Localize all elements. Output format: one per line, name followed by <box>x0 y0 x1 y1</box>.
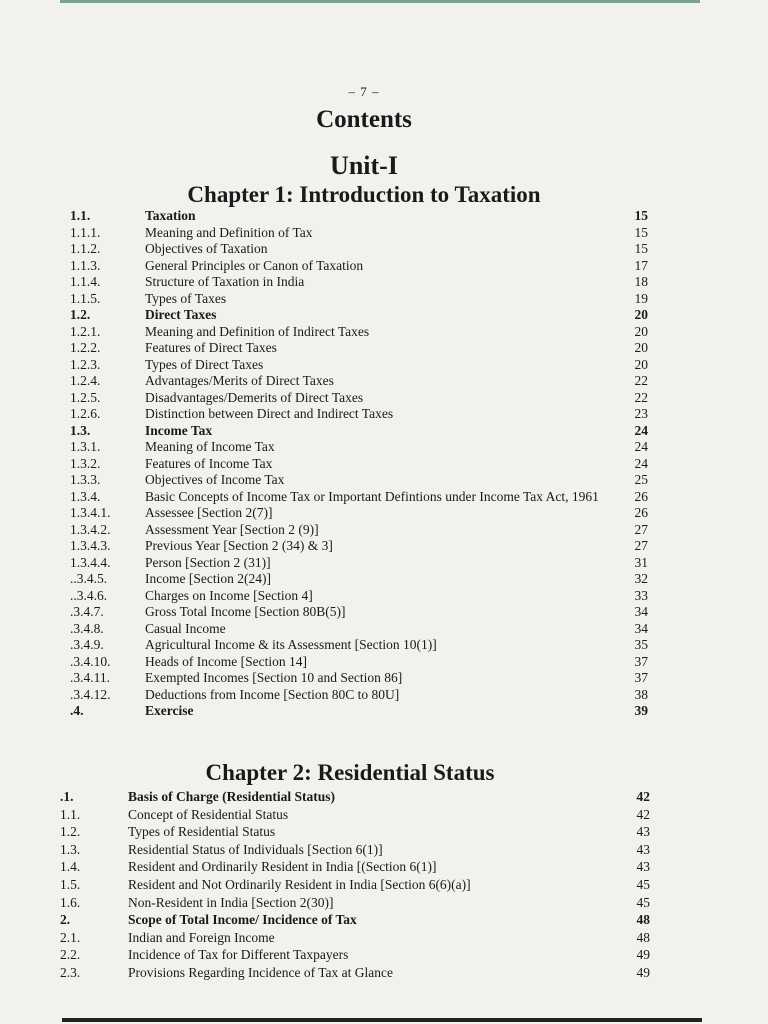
toc-entry <box>70 505 648 522</box>
toc-entry-number: 1.4. <box>60 859 81 875</box>
toc-entry-page: 34 <box>634 620 648 636</box>
toc-entry-number: .3.4.10. <box>70 653 111 669</box>
toc-entry <box>60 788 650 806</box>
toc-entry-number: 1.1. <box>70 208 91 223</box>
toc-entry-page: 25 <box>634 472 648 487</box>
toc-entry <box>60 823 650 841</box>
toc-entry-number: 1.2. <box>70 307 91 322</box>
toc-entry <box>60 946 650 964</box>
toc-entry-page: 43 <box>636 841 650 857</box>
toc-entry-number: 1.3.4.3. <box>70 538 111 553</box>
toc-entry <box>70 373 648 390</box>
toc-entry-title: Objectives of Taxation <box>145 241 268 256</box>
toc-entry-page: 17 <box>634 257 648 273</box>
toc-entry-page: 35 <box>634 637 648 652</box>
toc-entry-number: ..3.4.6. <box>70 587 108 603</box>
contents-title: Contents <box>316 106 412 133</box>
page-number: – 7 – <box>348 84 380 99</box>
toc-entry <box>70 670 648 687</box>
toc-entry <box>70 654 648 671</box>
toc-entry-title: Previous Year [Section 2 (34) & 3] <box>145 538 333 553</box>
toc-entry <box>70 307 648 324</box>
toc-entry <box>70 555 648 572</box>
toc-entry-page: 24 <box>634 455 648 471</box>
toc-entry-page: 19 <box>634 290 648 306</box>
toc-entry-number: 1.3.4. <box>70 488 101 504</box>
toc-entry-number: 1.2.3. <box>70 356 101 372</box>
toc-entry-page: 39 <box>634 703 648 718</box>
toc-entry-page: 15 <box>634 241 648 256</box>
toc-entry <box>70 604 648 621</box>
toc-entry <box>70 522 648 539</box>
toc-entry-page: 26 <box>634 505 648 520</box>
toc-entry-number: 1.1.4. <box>70 274 101 289</box>
toc-entry-title: Resident and Ordinarily Resident in India [(Section 6(1)] <box>128 859 437 875</box>
toc-entry-number: 1.6. <box>60 894 81 910</box>
toc-entry-page: 15 <box>634 208 648 223</box>
toc-entry-number: 1.2.6. <box>70 406 101 421</box>
toc-entry <box>70 357 648 374</box>
unit-title: Unit-I <box>330 151 398 180</box>
toc-entry <box>70 703 648 720</box>
toc-entry-title: Deductions from Income [Section 80C to 80U] <box>145 686 400 702</box>
toc-entry <box>60 929 650 947</box>
toc-entry-number: .3.4.12. <box>70 686 111 702</box>
toc-entry-number: .4. <box>70 703 84 718</box>
toc-entry-page: 37 <box>634 653 648 669</box>
toc-entry-number: 2. <box>60 912 71 928</box>
toc-entry-number: 1.1.2. <box>70 241 101 256</box>
toc-entry <box>60 876 650 894</box>
toc-entry-number: 1.3.2. <box>70 455 101 471</box>
toc-entry-number: .3.4.9. <box>70 637 104 652</box>
toc-entry-title: Types of Direct Taxes <box>145 356 264 372</box>
toc-entry <box>70 406 648 423</box>
toc-entry-title: Casual Income <box>145 620 226 636</box>
toc-entry-title: Scope of Total Income/ Incidence of Tax <box>128 912 357 928</box>
toc-entry-title: Exempted Incomes [Section 10 and Section 86] <box>145 670 403 685</box>
chapter-2-title: Chapter 2: Residential Status <box>205 760 495 785</box>
toc-entry-page: 43 <box>636 859 650 875</box>
toc-entry-number: 1.1.5. <box>70 290 101 306</box>
toc-entry <box>70 324 648 341</box>
toc-entry-title: Disadvantages/Demerits of Direct Taxes <box>145 389 364 405</box>
toc-entry-title: Incidence of Tax for Different Taxpayers <box>128 947 349 963</box>
toc-entry-title: Non-Resident in India [Section 2(30)] <box>128 894 334 910</box>
toc-entry-number: 1.3. <box>60 841 81 857</box>
toc-entry <box>70 241 648 258</box>
chapter-2-toc <box>60 788 650 982</box>
toc-entry-title: Structure of Taxation in India <box>145 274 305 289</box>
toc-entry-title: Basic Concepts of Income Tax or Important Defintions under Income Tax Act, 1961 <box>145 488 599 504</box>
toc-entry-number: 1.3. <box>70 422 91 438</box>
toc-entry-page: 43 <box>636 824 650 840</box>
toc-entry-title: Assessee [Section 2(7)] <box>145 505 273 520</box>
toc-entry-title: Features of Direct Taxes <box>145 340 277 355</box>
toc-entry-page: 24 <box>634 439 648 454</box>
toc-entry-title: Indian and Foreign Income <box>128 929 275 945</box>
toc-entry-number: 2.3. <box>60 964 81 980</box>
toc-entry-page: 24 <box>634 422 648 438</box>
toc-entry-page: 27 <box>634 538 648 553</box>
toc-entry-title: Heads of Income [Section 14] <box>145 653 307 669</box>
toc-entry-number: 1.1.1. <box>70 224 101 240</box>
toc-entry-page: 49 <box>636 947 650 963</box>
toc-entry-title: Resident and Not Ordinarily Resident in India [Section 6(6)(a)] <box>128 876 471 892</box>
toc-entry-number: 2.2. <box>60 947 81 963</box>
toc-entry-title: Meaning and Definition of Tax <box>145 224 313 240</box>
toc-entry <box>60 806 650 824</box>
toc-entry-number: 1.2.1. <box>70 323 101 339</box>
toc-entry-number: .3.4.8. <box>70 620 104 636</box>
toc-entry-title: Types of Residential Status <box>128 824 276 840</box>
toc-entry-title: Direct Taxes <box>145 307 217 322</box>
toc-entry <box>70 456 648 473</box>
toc-entry-number: ..3.4.5. <box>70 571 108 586</box>
toc-entry-page: 27 <box>634 521 648 537</box>
toc-entry <box>70 208 648 225</box>
toc-entry-title: Objectives of Income Tax <box>145 472 285 487</box>
toc-entry-title: Basis of Charge (Residential Status) <box>128 789 336 804</box>
toc-entry <box>70 571 648 588</box>
toc-entry <box>70 472 648 489</box>
toc-entry <box>70 439 648 456</box>
toc-entry <box>70 274 648 291</box>
toc-entry-title: Income Tax <box>145 422 213 438</box>
toc-entry-number: 1.1. <box>60 806 81 822</box>
toc-entry <box>60 858 650 876</box>
toc-entry-number: 1.1.3. <box>70 257 101 273</box>
toc-entry <box>70 687 648 704</box>
toc-entry-title: Taxation <box>145 208 196 223</box>
toc-entry-number: 1.3.4.4. <box>70 554 111 570</box>
toc-entry <box>70 258 648 275</box>
toc-entry-page: 37 <box>634 670 648 685</box>
toc-entry-page: 48 <box>636 912 650 928</box>
toc-entry-title: Distinction between Direct and Indirect Taxes <box>145 406 394 421</box>
toc-entry <box>70 390 648 407</box>
toc-entry-number: 1.2.2. <box>70 340 101 355</box>
toc-entry-page: 38 <box>634 686 648 702</box>
toc-entry <box>70 423 648 440</box>
toc-entry-title: Gross Total Income [Section 80B(5)] <box>145 604 346 619</box>
toc-entry-page: 49 <box>636 964 650 980</box>
toc-entry <box>70 637 648 654</box>
toc-entry-page: 45 <box>636 894 650 910</box>
toc-entry-page: 34 <box>634 604 648 619</box>
toc-entry <box>60 894 650 912</box>
toc-entry-page: 22 <box>634 389 648 405</box>
toc-entry-number: 1.5. <box>60 876 81 892</box>
toc-entry-title: Assessment Year [Section 2 (9)] <box>145 521 319 537</box>
toc-entry-page: 20 <box>634 323 648 339</box>
toc-entry-page: 26 <box>634 488 648 504</box>
toc-entry-number: 1.3.3. <box>70 472 101 487</box>
page-bottom-edge <box>62 1018 702 1022</box>
toc-entry-number: 2.1. <box>60 929 81 945</box>
toc-entry-title: Provisions Regarding Incidence of Tax at Glance <box>128 964 393 980</box>
toc-entry <box>60 841 650 859</box>
toc-entry <box>60 911 650 929</box>
toc-entry-page: 45 <box>636 876 650 892</box>
toc-entry-page: 31 <box>634 554 648 570</box>
toc-entry-page: 23 <box>634 406 648 421</box>
toc-entry-page: 42 <box>636 806 650 822</box>
toc-entry-title: Agricultural Income & its Assessment [Section 10(1)] <box>145 637 437 652</box>
toc-entry-page: 22 <box>634 373 648 388</box>
toc-entry-page: 33 <box>634 587 648 603</box>
toc-entry-number: .3.4.7. <box>70 604 104 619</box>
toc-entry <box>70 538 648 555</box>
toc-entry-number: 1.3.1. <box>70 439 101 454</box>
toc-entry-number: 1.3.4.2. <box>70 521 111 537</box>
page-top-edge <box>60 0 700 3</box>
toc-entry-number: .3.4.11. <box>70 670 110 685</box>
toc-entry-title: Features of Income Tax <box>145 455 273 471</box>
toc-entry-number: 1.2.4. <box>70 373 101 388</box>
toc-entry-title: Exercise <box>145 703 194 718</box>
toc-entry <box>70 291 648 308</box>
toc-entry-page: 20 <box>634 307 648 322</box>
toc-entry-title: Advantages/Merits of Direct Taxes <box>145 373 334 388</box>
toc-entry-page: 42 <box>636 789 650 804</box>
toc-entry-title: Concept of Residential Status <box>128 806 289 822</box>
toc-entry-page: 20 <box>634 340 648 355</box>
toc-entry <box>70 489 648 506</box>
toc-entry-title: Residential Status of Individuals [Section 6(1)] <box>128 841 383 857</box>
toc-entry-number: .1. <box>60 789 74 804</box>
toc-entry-title: Person [Section 2 (31)] <box>145 554 271 570</box>
toc-entry-title: Meaning and Definition of Indirect Taxes <box>145 323 370 339</box>
toc-entry-title: Income [Section 2(24)] <box>145 571 271 586</box>
toc-entry-number: 1.2. <box>60 824 81 840</box>
toc-entry <box>70 225 648 242</box>
toc-entry-title: General Principles or Canon of Taxation <box>145 257 364 273</box>
toc-entry <box>70 621 648 638</box>
toc-entry-page: 48 <box>636 929 650 945</box>
toc-entry <box>60 964 650 982</box>
chapter-1-title: Chapter 1: Introduction to Taxation <box>187 182 541 207</box>
toc-entry-page: 20 <box>634 356 648 372</box>
toc-entry-title: Meaning of Income Tax <box>145 439 275 454</box>
toc-entry-page: 32 <box>634 571 648 586</box>
toc-entry-title: Charges on Income [Section 4] <box>145 587 313 603</box>
toc-entry-number: 1.2.5. <box>70 389 101 405</box>
toc-entry-number: 1.3.4.1. <box>70 505 111 520</box>
toc-entry <box>70 588 648 605</box>
chapter-1-toc <box>70 208 648 720</box>
toc-entry-page: 18 <box>634 274 648 289</box>
toc-entry <box>70 340 648 357</box>
toc-entry-title: Types of Taxes <box>145 290 227 306</box>
toc-entry-page: 15 <box>634 224 648 240</box>
